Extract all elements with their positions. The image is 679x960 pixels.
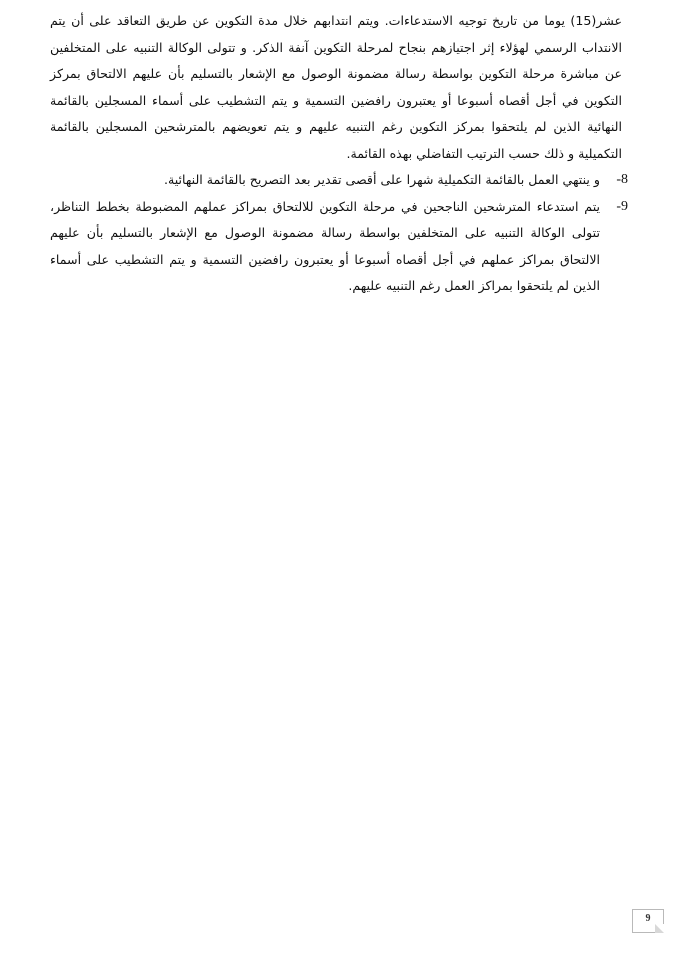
list-item-9 [50,194,628,300]
page-number-box [632,909,664,933]
page-curl-icon [655,924,664,933]
paragraph-continuation: عشر(15) يوما من تاريخ توجيه الاستدعاءات. ويتم انتدابهم خلال مدة التكوين عن طريق التعاقد على أن يتم الانتداب الرسمي لهؤلاء إثر اجتيازهم بنجاح لمرحلة التكوين آنفة الذكر. و تتولى الوكالة التنبيه على المتخلفين عن مباشرة مرحلة التكوين بواسطة رسالة مضمونة الوصول مع الإشعار بالتسليم بأن عليهم الالتحاق بمركز التكوين في أجل أقصاه أسبوعا أو يعتبرون رافضين التسمية و يتم التشطيب على أسماء المسجلين بالقائمة النهائية الذين لم يلتحقوا بمركز التكوين رغم التنبيه عليهم و يتم تعويضهم بالمترشحين المسجلين بالقائمة التكميلية و ذلك حسب الترتيب التفاضلي بهذه القائمة. [50,13,622,161]
page-number: 9 [645,913,651,924]
list-item-number: -9 [616,198,628,214]
list-item-number: -8 [616,172,628,187]
list-item-text: و ينتهي العمل بالقائمة التكميلية شهرا على أقصى تقدير بعد التصريح بالقائمة النهائية. [163,172,600,187]
list-item-text: يتم استدعاء المترشحين الناجحين في مرحلة التكوين للالتحاق بمراكز عملهم المضبوطة بخطط التناظر، تتولى الوكالة التنبيه على المتخلفين بواسطة رسالة مضمونة الوصول مع الإشعار بالتسليم بأن عليهم الالتحاق بمراكز عملهم في أجل أقصاه أسبوعا أو يعتبرون رافضين التسمية و يتم التشطيب على أسماء الذين لم يلتحقوا بمراكز العمل رغم التنبيه عليهم. [50,198,600,293]
list-item-8 [50,167,628,194]
document-body [50,8,628,300]
